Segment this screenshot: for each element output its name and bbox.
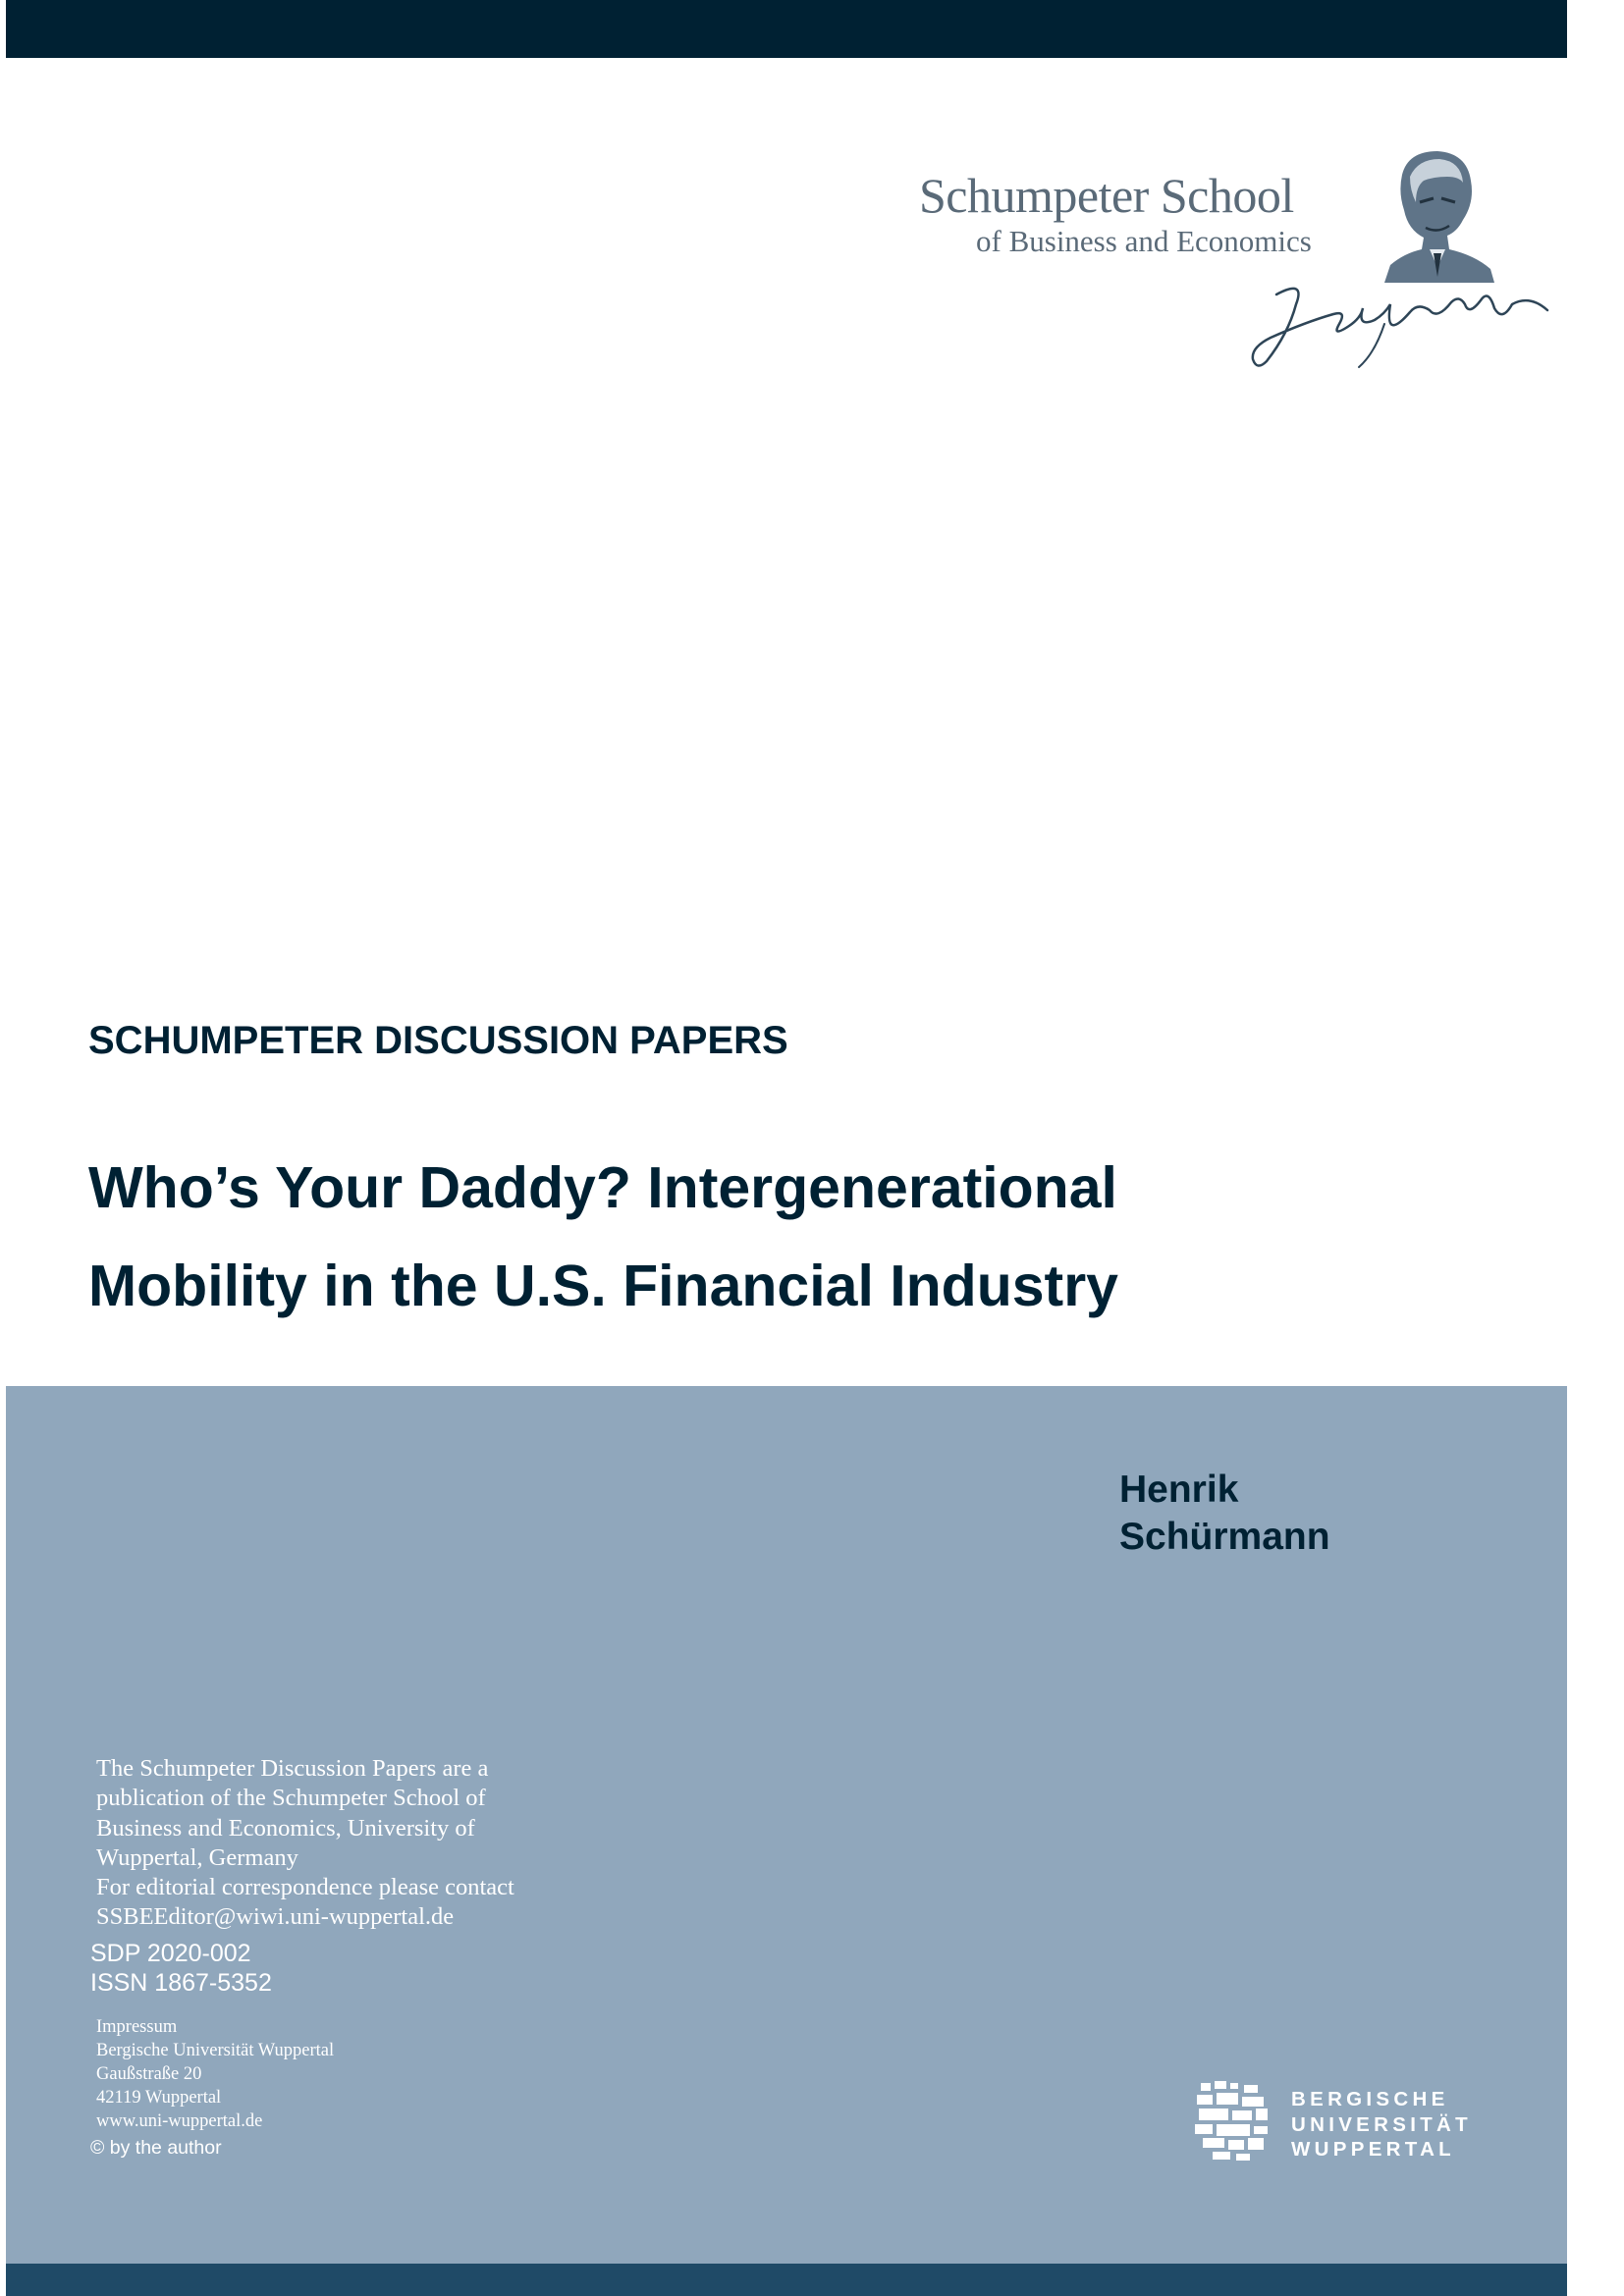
title-line: Who’s Your Daddy? Intergenerational [88, 1155, 1117, 1220]
issn-number: ISSN 1867-5352 [90, 1969, 272, 1997]
university-logo-text [1291, 2087, 1472, 2163]
notice-line: Business and Economics, University of [96, 1814, 475, 1842]
series-label: SCHUMPETER DISCUSSION PAPERS [88, 1019, 788, 1062]
paper-identifiers [90, 1939, 272, 1998]
notice-line: publication of the Schumpeter School of [96, 1785, 486, 1812]
paper-title [88, 1139, 1316, 1335]
publication-notice [96, 1754, 558, 1933]
schumpeter-school-logo [913, 147, 1551, 373]
schumpeter-portrait-icon [1365, 147, 1502, 285]
logo-school-subtitle: of Business and Economics [976, 224, 1312, 258]
impressum-line: 42119 Wuppertal [96, 2088, 222, 2108]
impressum-line: Bergische Universität Wuppertal [96, 2041, 335, 2060]
title-line: Mobility in the U.S. Financial Industry [88, 1254, 1118, 1318]
notice-line: Wuppertal, Germany [96, 1843, 298, 1871]
wuppertal-lion-icon [1193, 2079, 1272, 2163]
uni-logo-line: BERGISCHE [1291, 2088, 1449, 2110]
editor-email: SSBEEditor@wiwi.uni-wuppertal.de [96, 1903, 455, 1931]
notice-line: The Schumpeter Discussion Papers are a [96, 1755, 489, 1782]
author-name [1119, 1467, 1330, 1561]
uni-logo-line: UNIVERSITÄT [1291, 2112, 1472, 2136]
impressum-heading: Impressum [96, 2017, 178, 2037]
uni-logo-line: WUPPERTAL [1291, 2138, 1456, 2161]
notice-line: For editorial correspondence please contact [96, 1874, 514, 1901]
author-first-name: Henrik [1119, 1468, 1239, 1511]
impressum [96, 2015, 334, 2133]
schumpeter-signature-icon [1237, 265, 1551, 373]
sdp-number: SDP 2020-002 [90, 1940, 251, 1967]
top-bar [6, 0, 1567, 58]
university-logo [1193, 2079, 1478, 2167]
bottom-bar [6, 2264, 1567, 2296]
logo-school-name: Schumpeter School [919, 168, 1294, 223]
copyright-notice: © by the author [90, 2137, 222, 2159]
impressum-line: Gaußstraße 20 [96, 2064, 202, 2084]
author-last-name: Schürmann [1119, 1516, 1330, 1558]
impressum-website: www.uni-wuppertal.de [96, 2111, 263, 2131]
